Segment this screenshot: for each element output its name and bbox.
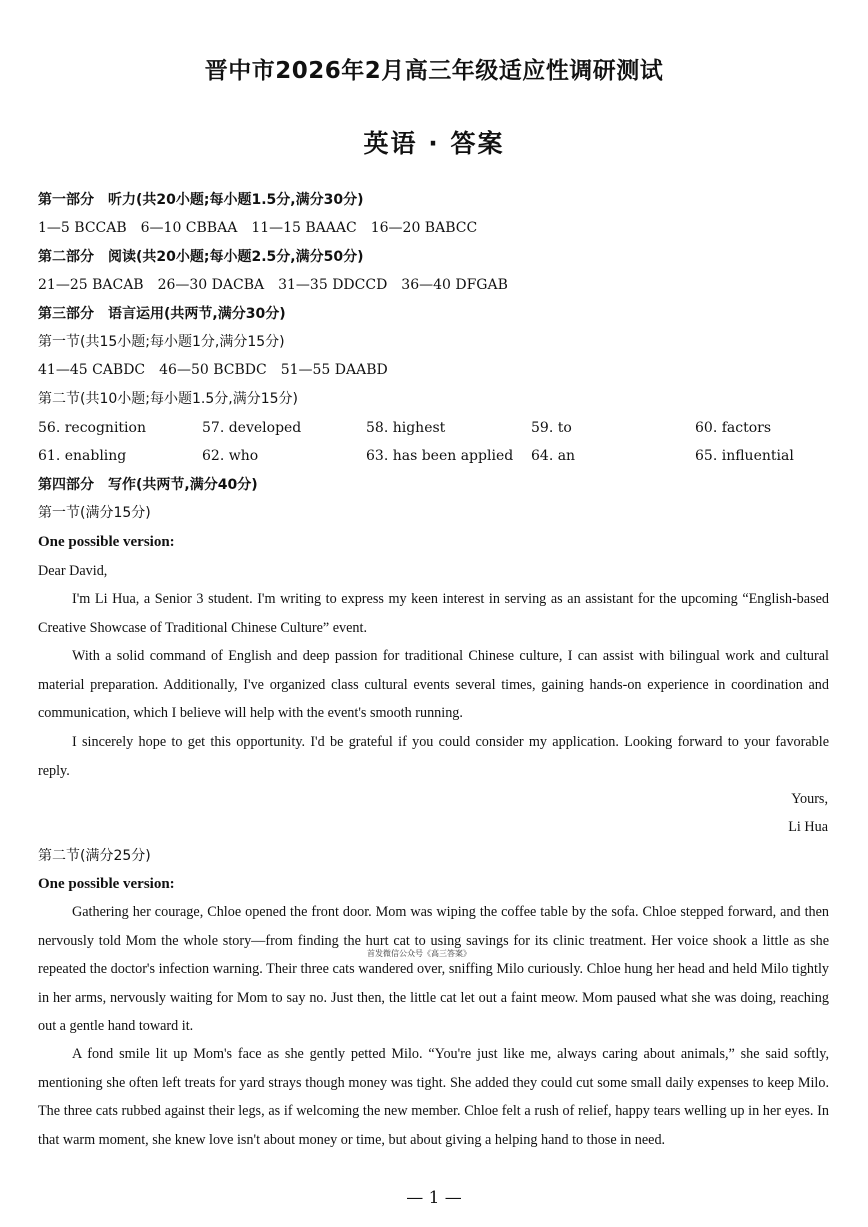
- cloze-answer: 59. to: [531, 420, 572, 436]
- part2-answers: 21—25 BACAB 26—30 DACBA 31—35 DDCCD 36—40 DFGAB: [38, 277, 508, 293]
- story-paragraph-2: A fond smile lit up Mom's face as she gently petted Milo. “You're just like me, always caring about animals,” she said softly, mentioning she often left treats for yard strays though money was tight. She added they could cut some small daily expenses to keep Milo. The three cats rubbed against their legs, as if welcoming the new member. Chloe felt a rush of relief, happy tears welling up in her eyes. In that warm moment, she knew love isn't about money or time, but about giving a helping hand to those in need.: [38, 1046, 829, 1148]
- page-title: 晋中市2026年2月高三年级适应性调研测试: [204, 58, 664, 84]
- part4-section1-heading: 第一节(满分15分): [38, 505, 151, 521]
- watermark-text: 首发微信公众号《高三答案》: [367, 949, 471, 958]
- cloze-answer: 62. who: [202, 448, 259, 464]
- part4-heading: 第四部分 写作(共两节,满分40分): [38, 477, 258, 493]
- part4-section2-heading: 第二节(满分25分): [38, 848, 151, 864]
- part3-section1-heading: 第一节(共15小题;每小题1分,满分15分): [38, 334, 285, 350]
- cloze-answer: 60. factors: [695, 420, 772, 436]
- page-number: — 1 —: [406, 1188, 462, 1208]
- cloze-answer: 61. enabling: [38, 448, 127, 464]
- cloze-answer: 65. influential: [695, 448, 794, 464]
- part3-heading: 第三部分 语言运用(共两节,满分30分): [38, 306, 286, 322]
- part1-answers: 1—5 BCCAB 6—10 CBBAA 11—15 BAAAC 16—20 BABCC: [38, 220, 478, 236]
- version-label: One possible version:: [38, 534, 175, 550]
- part3-section2-heading: 第二节(共10小题;每小题1.5分,满分15分): [38, 391, 298, 407]
- cloze-answer: 58. highest: [366, 420, 446, 436]
- part3-section1-answers: 41—45 CABDC 46—50 BCBDC 51—55 DAABD: [38, 362, 388, 378]
- cloze-answer: 57. developed: [202, 420, 302, 436]
- page-subtitle: 英语 · 答案: [363, 129, 505, 158]
- letter-paragraph-2: With a solid command of English and deep passion for traditional Chinese culture, I can assist with bilingual work and cultural material preparation. Additionally, I've organized class cultural events several times, gaining hands-on experience in coordination and communication, which I believe will help with the event's smooth running.: [38, 648, 829, 721]
- part2-heading: 第二部分 阅读(共20小题;每小题2.5分,满分50分): [38, 249, 364, 265]
- cloze-answer: 63. has been applied: [366, 448, 514, 464]
- story-paragraph-1: Gathering her courage, Chloe opened the front door. Mom was wiping the coffee table by the sofa. Chloe stepped forward, and then nervously told Mom the whole story—from finding the hurt cat to using savings for its clinic treatment. Her voice shook a little as she repeated the doctor's infection warning. Their three cats wandered over, sniffing Milo curiously. Chloe hung her head and held Milo tightly in her arms, nervously waiting for Mom to say no. Just then, the little cat let out a faint meow. Mom paused what she was doing, reaching out a gentle hand toward it.: [38, 904, 829, 1034]
- cloze-answer: 56. recognition: [38, 420, 146, 436]
- letter-paragraph-1: I'm Li Hua, a Senior 3 student. I'm writing to express my keen interest in serving as an assistant for the upcoming “English-based Creative Showcase of Traditional Chinese Culture” event.: [38, 591, 829, 636]
- cloze-answer: 64. an: [531, 448, 576, 464]
- letter-greeting: Dear David,: [38, 563, 108, 579]
- version-label-2: One possible version:: [38, 876, 175, 892]
- part1-heading: 第一部分 听力(共20小题;每小题1.5分,满分30分): [38, 192, 364, 208]
- letter-signature: Li Hua: [788, 819, 828, 835]
- letter-closing: Yours,: [791, 791, 828, 807]
- letter-paragraph-3: I sincerely hope to get this opportunity. I'd be grateful if you could consider my application. Looking forward to your favorable reply.: [38, 734, 829, 779]
